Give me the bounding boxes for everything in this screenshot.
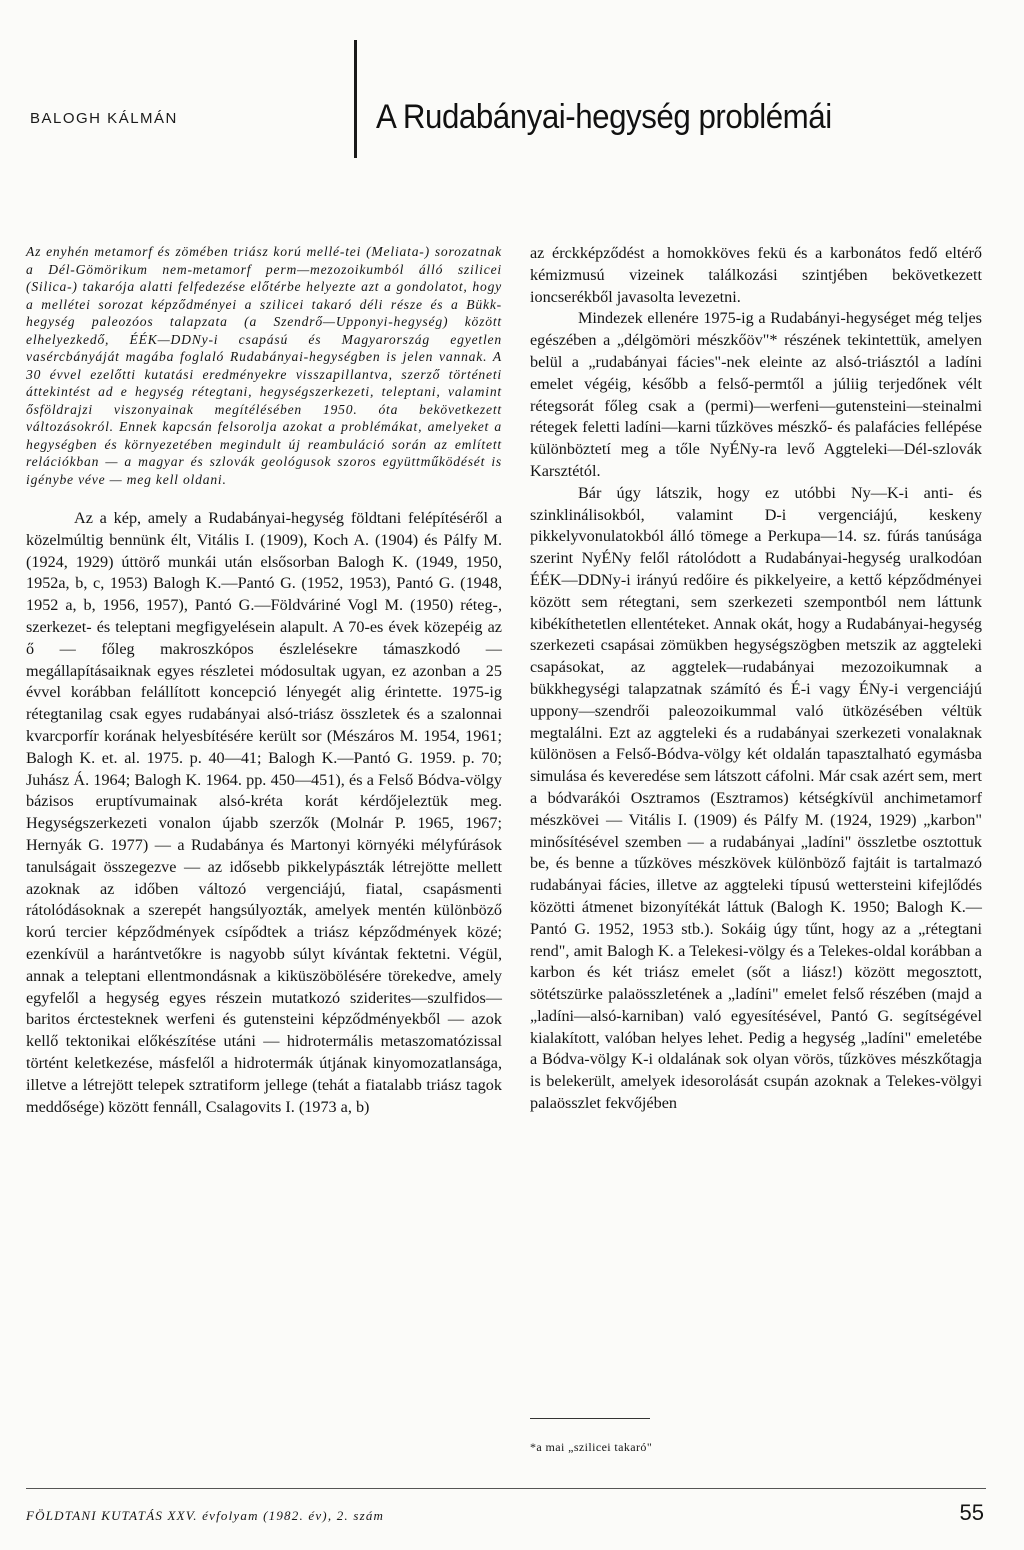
- right-column: [530, 243, 982, 1115]
- footer-rule: [26, 1488, 986, 1489]
- author-name: BALOGH KÁLMÁN: [30, 110, 178, 127]
- footnote: *a mai „szilicei takaró": [530, 1440, 653, 1454]
- footnote-rule: [530, 1418, 650, 1419]
- right-body-paragraph-3: Bár úgy látszik, hogy ez utóbbi Ny—K-i anti- és szinklinálisokból, valamint D-i vergenciájú, keskeny pikkelyvonulatokból álló tömege a Perkupa—14. sz. fúrás tanúsága szerint NyÉNy felől rátolódott a Rudabányai-hegység uralkodóan ÉÉK—DDNy-i irányú redőire és pikkelyeire, a kettő képződményei között sem rétegtani, sem szerkezeti szempontból nem láttunk kibékíthetetlen ellentéteket. Annak okát, hogy a Rudabányai-hegység szerkezeti csapásai zömükben hegységszögben metszik az aggteleki csapásokat, az aggtelek—rudabányai mezozoikumnak a bükkhegységi talapzatnak számító és É-i vagy ÉNy-i vergenciájú uppony—szendrői paleozoikummal való ütközésében véltük megtalálni. Ezt az aggteleki és a rudabányai szerkezeti vonalaknak különösen a Felső-Bódva-völgy két oldalán tapasztalható egymásba simulása és keveredése sem látszott cáfolni. Már csak azért sem, mert a bódvarákói Osztramos (Esztramos) kétségkívül anchimetamorf mészkövei — Vitális I. (1909) és Pálfy M. (1924, 1929) „karbon" minősítésével szemben — a rudabányai „ladíni" összletbe osztottuk be, és benne a tűzköves mészkövek különböző fajtáit is tartalmazó rudabányai fácies, illetve az aggteleki típusú wettersteini kifejlődés közötti átmenet bizonyítékát láttuk (Balogh K. 1950; Balogh K.—Pantó G. 1952, 1953 stb.). Sokáig úgy tűnt, hogy az a „rétegtani rend", amit Balogh K. a Telekesi-völgy és a Telekes-oldal korábban a karbon és két triász emelet (sőt a liász!) között megosztott, sötétszürke palaösszletének a „ladíni" emelet felső részében (majd a „ladíni—alsó-karniban) való egyesítésével, Pantó G. segítségével kialakított, valóban helyes lehet. Pedig a hegység „ladíni" emeletébe a Bódva-völgy K-i oldalának sok olyan vörös, tűzköves mészkőtagja is belekerült, amelyek idesorolását csupán azoknak a Telekes-völgyi palaösszlet fekvőjében: [530, 483, 982, 1113]
- abstract: Az enyhén metamorf és zömében triász korú mellé-tei (Meliata-) sorozatnak a Dél-Gömörikum nem-metamorf perm—mezozoikumból álló szilicei (Silica-) takarója alatti felfedezése előtérbe helyezte azt a gondolatot, hogy a mellétei sorozat képződményei a szilicei takaró déli része és a Bükk-hegység paleozóos talapzata (a Szendrő—Upponyi-hegység) között elhelyezkedő, ÉÉK—DDNy-i csapású és Magyarország egyetlen vasércbányáját magába foglaló Rudabányai-hegységben is jelen vannak. A 30 évvel ezelőtti kutatási eredményekre visszapillantva, szerző történeti áttekintést ad e hegység rétegtani, hegységszerkezeti, teleptani, valamint ősföldrajzi viszonyainak megítélésében 1950. óta bekövetkezett változásokról. Ennek kapcsán felsorolja azokat a problémákat, amelyeket a hegységben és környezetében megindult új reambuláció során az említett relációkban — a magyar és szlovák geológusok szoros együttműködését is igénybe véve — meg kell oldani.: [26, 244, 502, 487]
- journal-citation: FÖLDTANI KUTATÁS XXV. évfolyam (1982. év), 2. szám: [26, 1508, 385, 1523]
- right-body-paragraph-1: az érckképződést a homokköves fekü és a karbonátos fedő eltérő kémizmusú vizeinek találkozási szintjében bekövetkezett ioncserékből javasolta levezetni.: [530, 244, 982, 306]
- left-column: [26, 243, 502, 1118]
- left-body-paragraph: Az a kép, amely a Rudabányai-hegység földtani felépítéséről a közelmúltig bennünk élt, Vitális I. (1909), Koch A. (1904) és Pálfy M. (1924, 1929) úttörő munkái után elsősorban Balogh K. (1949, 1950, 1952a, b, c, 1953) Balogh K.—Pantó G. (1952, 1953), Pantó G. (1948, 1952 a, b, 1956, 1957), Pantó G.—Földváriné Vogl M. (1950) réteg-, szerkezet- és teleptani megfigyelésein alapult. A 70-es évek közepéig az ő — főleg makroszkópos észlelésekre támaszkodó — megállapításaiknak egyes részletei módosultak ugyan, ez azonban a 25 évvel korábban felállított koncepció lényegét alig érintette. 1975-ig rétegtanilag csak egyes rudabányai alsó-triász összletek és a szalonnai kvarcporfír korának helyesbítésére került sor (Mészáros M. 1954, 1961; Balogh K. et. al. 1975. p. 40—41; Balogh K.—Pantó G. 1959. p. 70; Juhász Á. 1964; Balogh K. 1964. pp. 450—451), és a Felső Bódva-völgy bázisos eruptívumainak alsó-kréta korát kérdőjeleztük meg. Hegységszerkezeti vonalon újabb szerzők (Molnár P. 1965, 1967; Hernyák G. 1977) — a Rudabánya és Martonyi környéki mélyfúrások tanulságait összegezve — az idősebb pikkelypászták létrejötte mellett azoknak az időben változó vergenciájú, fiatal, csapásmenti rátolódásoknak a szerepét hangsúlyozták, amelyek mentén különböző korú tercier képződmények csípődtek a triász képződmények közé; ezenkívül a harántvetőkre is nagyobb súlyt kívántak fektetni. Végül, annak a teleptani ellentmondásnak a kiküszöbölésére törekedve, amely egyfelől a hegység egyes részein mutatkozó sziderites—szulfidos—baritos érctesteknek werfeni és gutensteini képződményekből — azok kellő tektonikai előkészítése utáni — hidrotermális metaszomatózissal történt keletkezése, másfelől a hidrotermák útjának kinyomozatlansága, illetve a létrejött telepek sztratiform jellege (tehát a fiatalabb triász tagok meddősége) között fennáll, Csalagovits I. (1973 a, b): [26, 509, 502, 1116]
- article-title: A Rudabányai-hegység problémái: [376, 98, 832, 136]
- header-vertical-rule: [354, 40, 357, 158]
- right-body-paragraph-2: Mindezek ellenére 1975-ig a Rudabányi-hegységet még teljes egészében a „délgömöri mészkőöv"* részének tekintettük, amelyen belül a „rudabányai fácies"-nek eleinte az alsó-triásztól a ladíni emelet végéig, később a felső-permtől a júliig terjedőnek vélt rétegsorát főleg csak a (permi)—werfeni—gutensteini—steinalmi rétegek feletti ladíni—karni tűzköves mészkő- és palafácies fellépése különböztetí meg a tőle NyÉNy-ra levő Aggteleki—Dél-szlovák Karsztétól.: [530, 309, 982, 480]
- page-number: 55: [959, 1500, 984, 1525]
